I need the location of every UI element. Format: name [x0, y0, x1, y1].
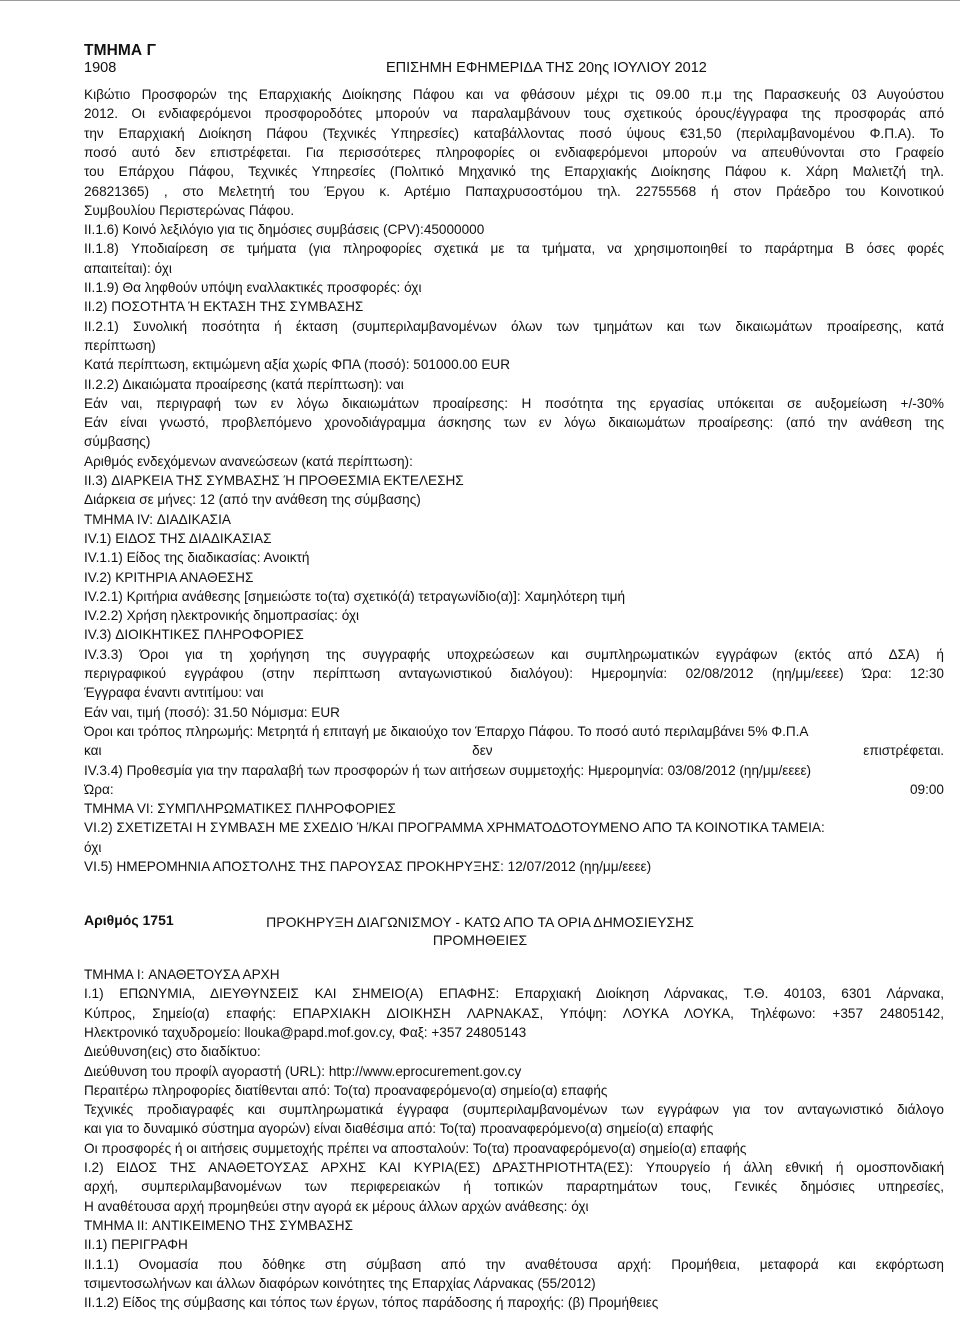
text-line: IV.2) ΚΡΙΤΗΡΙΑ ΑΝΑΘΕΣΗΣ — [84, 569, 254, 585]
text-line: ΤΜΗΜΑ VI: ΣΥΜΠΛΗΡΩΜΑΤΙΚΕΣ ΠΛΗΡΟΦΟΡΙΕΣ — [84, 801, 396, 817]
text-line: Εάν ναι, περιγραφή των εν λόγω δικαιωμάτων προαίρεσης: Η ποσότητα της εργασίας υπόκειται σε αυξομείωση +/-30% — [84, 395, 944, 411]
text-line: ΤΜΗΜΑ IV: ΔΙΑΔΙΚΑΣΙΑ — [84, 511, 231, 527]
text-line: Περαιτέρω πληροφορίες διατίθενται από: Το(τα) προαναφερόμενο(α) σημείο(α) επαφής — [84, 1082, 608, 1098]
text-line: Κύπρος, Σημείο(α) επαφής: ΕΠΑΡΧΙΑΚΗ ΔΙΟΙΚΗΣΗ ΛΑΡΝΑΚΑΣ, Υπόψη: ΛΟΥΚΑ ΛΟΥΚΑ, Τηλέφωνο: +357 24805142, — [84, 1005, 944, 1021]
text-line: περιγραφικού εγγράφου (στην περίπτωση ανταγωνιστικού διαλόγου): Ημερομηνία: 02/08/2012 (ηη/μμ/εεεε) Ώρα: 12:30 — [84, 666, 944, 681]
text-line: VI.5) ΗΜΕΡΟΜΗΝΙΑ ΑΠΟΣΤΟΛΗΣ ΤΗΣ ΠΑΡΟΥΣΑΣ ΠΡΟΚΗΡΥΞΗΣ: 12/07/2012 (ηη/μμ/εεεε) — [84, 859, 652, 874]
text-line: περίπτωση) — [84, 337, 156, 353]
text-line: IV.3.3) Όροι για τη χορήγηση της συγγραφής υποχρεώσεων και συμπληρωματικών εγγράφων (εκτός από ΔΣΑ) ή — [84, 646, 944, 662]
text-line: Διεύθυνση(εις) στο διαδίκτυο: — [84, 1044, 261, 1060]
text-line: ΤΜΗΜΑ II: ΑΝΤΙΚΕΙΜΕΝΟ ΤΗΣ ΣΥΜΒΑΣΗΣ — [84, 1217, 354, 1233]
text-line: Ηλεκτρονικό ταχυδρομείο: llouka@papd.mof.gov.cy, Φαξ: +357 24805143 — [84, 1024, 527, 1040]
text-line: IV.3.4) Προθεσμία για την παραλαβή των προσφορών ή των αιτήσεων συμμετοχής: Ημερομηνία: 03/08/2012 (ηη/μμ/εεεε) — [84, 762, 812, 778]
text-line: IV.2.2) Χρήση ηλεκτρονικής δημοπρασίας: όχι — [84, 608, 360, 624]
text-line: IV.1.1) Είδος της διαδικασίας: Ανοικτή — [84, 550, 310, 566]
text-line: Η αναθέτουσα αρχή προμηθεύει στην αγορά εκ μέρους άλλων αρχών ανάθεσης: όχι — [84, 1198, 589, 1214]
text-line: Τεχνικές προδιαγραφές και συμπληρωματικά έγγραφα (συμπεριλαμβανομένων των εγγράφων για τον ανταγωνιστικό διάλογο — [84, 1102, 944, 1118]
text-line: ΤΜΗΜΑ I: ΑΝΑΘΕΤΟΥΣΑ ΑΡΧΗ — [84, 967, 280, 982]
text-line: τσιμεντοσωλήνων και άλλων διαφόρων κοινότητες της Επαρχίας Λάρνακας (55/2012) — [84, 1275, 596, 1291]
text-line: αρχή, συμπεριλαμβανομένων των περιφερειακών ή τοπικών παραρτημάτων τους, Γενικές δημόσιες υπηρεσίες, — [84, 1179, 944, 1195]
text-line: II.2.2) Δικαιώματα προαίρεσης (κατά περίπτωση): ναι — [84, 376, 404, 392]
text-line: II.2.1) Συνολική ποσότητα ή έκταση (συμπεριλαμβανομένων όλων των τμημάτων και των δικαιωμάτων προαίρεσης, κατά — [84, 318, 944, 334]
text-line: II.1.1) Ονομασία που δόθηκε στη σύμβαση από την αναθέτουσα αρχή: Προμήθεια, μεταφορά και εκφόρτωση — [84, 1256, 944, 1272]
text-line: Διάρκεια σε μήνες: 12 (από την ανάθεση της σύμβασης) — [84, 492, 421, 508]
journal-header: ΕΠΙΣΗΜΗ ΕΦΗΜΕΡΙΔΑ ΤΗΣ 20ης ΙΟΥΛΙΟΥ 2012 — [386, 60, 707, 76]
text-line: Έγγραφα έναντι αντιτίμου: ναι — [84, 685, 264, 701]
text-line: II.1.2) Είδος της σύμβασης και τόπος των έργων, τόπος παράδοσης ή παροχής: (β) Προμήθειες — [84, 1295, 659, 1311]
text-line: απαιτείται): όχι — [84, 260, 172, 276]
text-line: I.1) ΕΠΩΝΥΜΙΑ, ΔΙΕΥΘΥΝΣΕΙΣ ΚΑΙ ΣΗΜΕΙΟ(Α) ΕΠΑΦΗΣ: Επαρχιακή Διοίκηση Λάρνακας, Τ.Θ. 40103, 6301 Λάρνακα, — [84, 986, 944, 1002]
text-line: Όροι και τρόπος πληρωμής: Μετρητά ή επιταγή με δικαιούχο τον Έπαρχο Πάφου. Το ποσό αυτό περιλαμβάνει 5% Φ.Π.Α — [84, 723, 809, 739]
text-line: Συμβουλίου Περιστερώνας Πάφου. — [84, 202, 295, 218]
notice-number: Αριθμός 1751 — [84, 912, 174, 928]
text-line: Οι προσφορές ή οι αιτήσεις συμμετοχής πρέπει να αποσταλούν: Το(τα) προαναφερόμενο(α) σημείο(α) επαφής — [84, 1140, 747, 1156]
text-line: Αριθμός ενδεχόμενων ανανεώσεων (κατά περίπτωση): — [84, 453, 413, 469]
text-line: VI.2) ΣΧΕΤΙΖΕΤΑΙ Η ΣΥΜΒΑΣΗ ΜΕ ΣΧΕΔΙΟ Ή/ΚΑΙ ΠΡΟΓΡΑΜΜΑ ΧΡΗΜΑΤΟΔΟΤΟΥΜΕΝΟ ΑΠΟ ΤΑ ΚΟΙΝΟΤΙΚΑ ΤΑΜΕΙΑ: — [84, 820, 825, 836]
page-top-rule — [0, 0, 960, 11]
text-line: του Επάρχου Πάφου, Τεχνικές Υπηρεσίες (Πολιτικό Μηχανικό της Επαρχιακής Διοίκησης Πάφου κ. Χάρη Μαλιετζή τηλ. — [84, 164, 944, 180]
section-label: ΤΜΗΜΑ Γ — [84, 42, 157, 59]
text-line: II.2) ΠΟΣΟΤΗΤΑ Ή ΕΚΤΑΣΗ ΤΗΣ ΣΥΜΒΑΣΗΣ — [84, 299, 364, 315]
text-line: Κιβώτιο Προσφορών της Επαρχιακής Διοίκησης Πάφου και να φθάσουν μέχρι τις 09.00 π.μ της Παρασκευής 03 Αυγούστου — [84, 87, 944, 102]
text-line: όχι — [84, 839, 102, 855]
text-line: Ώρα: 09:00 — [84, 781, 944, 797]
text-line: Εάν ναι, τιμή (ποσό): 31.50 Νόμισμα: EUR — [84, 704, 340, 720]
text-line: Εάν είναι γνωστό, προβλεπόμενο χρονοδιάγραμμα άσκησης των εν λόγω δικαιωμάτων προαίρεσης: (από την ανάθεση της — [84, 415, 944, 431]
text-line: IV.1) ΕΙΔΟΣ ΤΗΣ ΔΙΑΔΙΚΑΣΙΑΣ — [84, 530, 272, 546]
text-line: IV.2.1) Κριτήρια ανάθεσης [σημειώστε το(τα) σχετικό(ά) τετραγωνίδιο(α)]: Χαμηλότερη τιμή — [84, 588, 626, 604]
page-number: 1908 — [84, 60, 117, 76]
text-line: I.2) ΕΙΔΟΣ ΤΗΣ ΑΝΑΘΕΤΟΥΣΑΣ ΑΡΧΗΣ ΚΑΙ ΚΥΡΙΑ(ΕΣ) ΔΡΑΣΤΗΡΙΟΤΗΤΑ(ΕΣ): Υπουργείο ή άλλη εθνική ή ομοσπονδιακή — [84, 1160, 944, 1175]
text-line: II.1) ΠΕΡΙΓΡΑΦΗ — [84, 1237, 188, 1253]
text-line: II.3) ΔΙΑΡΚΕΙΑ ΤΗΣ ΣΥΜΒΑΣΗΣ Ή ΠΡΟΘΕΣΜΙΑ ΕΚΤΕΛΕΣΗΣ — [84, 473, 464, 488]
text-line: II.1.8) Υποδιαίρεση σε τμήματα (για πληροφορίες σχετικά με τα τμήματα, να χρησιμοποιηθεί το παράρτημα Β όσες φορές — [84, 241, 944, 257]
text-line: IV.3) ΔΙΟΙΚΗΤΙΚΕΣ ΠΛΗΡΟΦΟΡΙΕΣ — [84, 627, 304, 643]
text-line: και για το δυναμικό σύστημα αγορών) είναι διαθέσιμα από: Το(τα) προαναφερόμενο(α) σημείο(α) επαφής — [84, 1121, 714, 1137]
text-line: ποσό αυτό δεν επιστρέφεται. Για περισσότερες πληροφορίες οι ενδιαφερόμενοι μπορούν να απευθύνονται στο Γραφείο — [84, 144, 944, 160]
text-line: και δεν επιστρέφεται. — [84, 743, 944, 759]
text-line: Διεύθυνση του προφίλ αγοραστή (URL): http://www.eprocurement.gov.cy — [84, 1063, 522, 1079]
text-line: Κατά περίπτωση, εκτιμώμενη αξία χωρίς ΦΠΑ (ποσό): 501000.00 EUR — [84, 357, 511, 373]
notice-title: ΠΡΟΚΗΡΥΞΗ ΔΙΑΓΩΝΙΣΜΟΥ - ΚΑΤΩ ΑΠΟ ΤΑ ΟΡΙΑ ΔΗΜΟΣΙΕΥΣΗΣ — [266, 914, 694, 930]
notice-title-subtype: ΠΡΟΜΗΘΕΙΕΣ — [432, 932, 528, 948]
text-line: 26821365) , στο Μελετητή του Έργου κ. Αρτέμιο Παπαχρυσοστόμου τηλ. 22755568 ή στον Πράεδρο του Κοινοτικού — [84, 183, 944, 199]
text-line: II.1.9) Θα ληφθούν υπόψη εναλλακτικές προσφορές: όχι — [84, 280, 422, 295]
text-line: II.1.6) Κοινό λεξιλόγιο για τις δημόσιες συμβάσεις (CPV):45000000 — [84, 222, 485, 238]
text-line: 2012. Οι ενδιαφερόμενοι προσφοροδότες μπορούν να παραλαμβάνουν τους σχετικούς όρους/έγγραφα της προσφοράς από — [84, 106, 944, 122]
text-line: σύμβασης) — [84, 434, 151, 450]
text-line: την Επαρχιακή Διοίκηση Πάφου (Τεχνικές Υπηρεσίες) καταβάλλοντας ποσό ύψους €31,50 (περιλαμβανομένου Φ.Π.Α). Το — [84, 125, 944, 141]
